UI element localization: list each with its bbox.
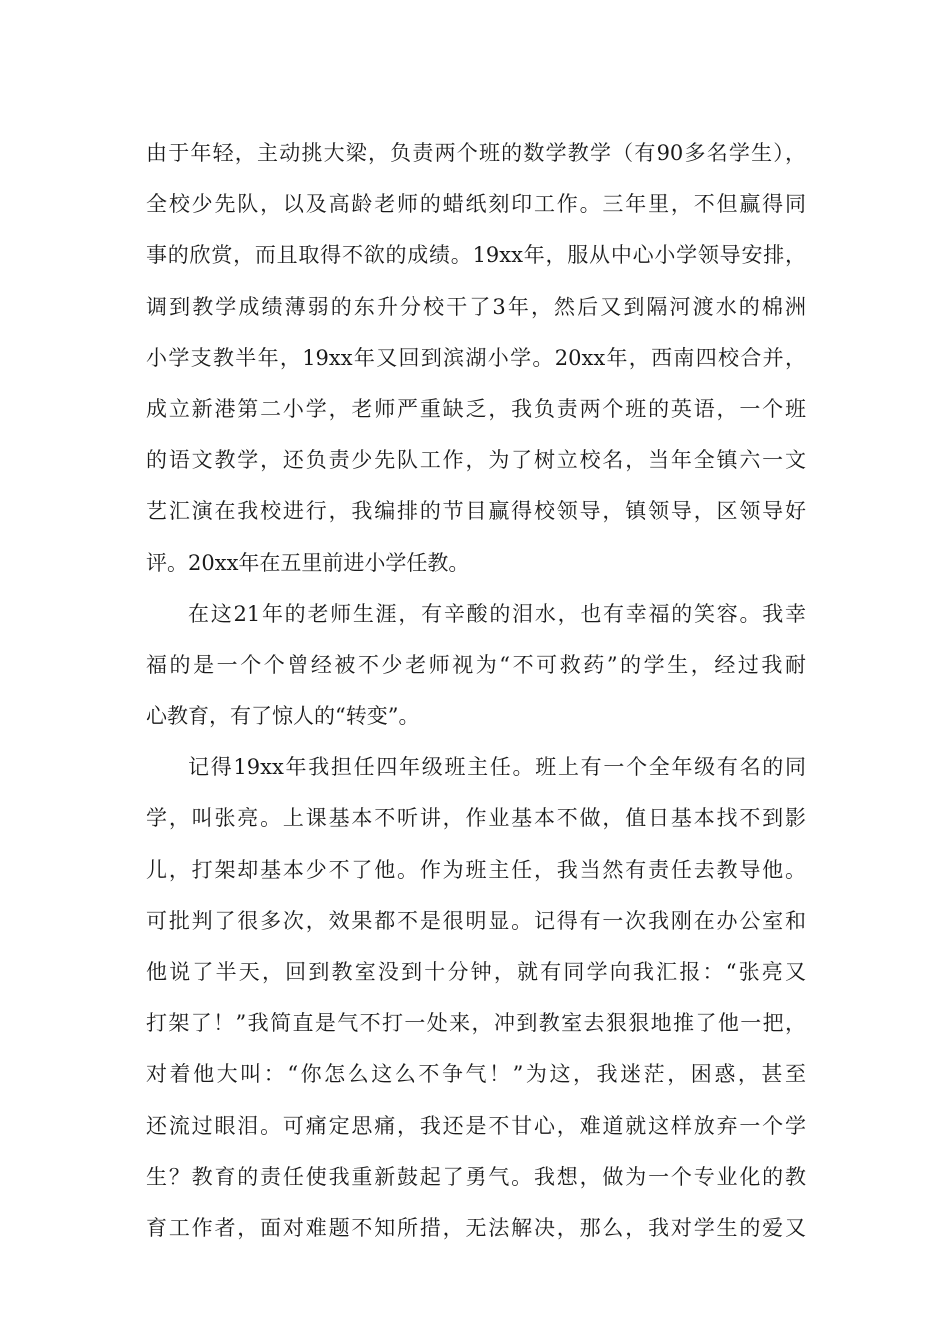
text-line: 事的欣赏，而且取得不欲的成绩。19xx年，服从中心小学领导安排， <box>146 243 806 268</box>
text-line: 生？教育的责任使我重新鼓起了勇气。我想，做为一个专业化的教 <box>146 1164 806 1189</box>
text-line: 记得19xx年我担任四年级班主任。班上有一个全年级有名的同 <box>188 755 806 780</box>
text-line: 小学支教半年，19xx年又回到滨湖小学。20xx年，西南四校合并， <box>146 345 806 370</box>
text-line: 学，叫张亮。上课基本不听讲，作业基本不做，值日基本找不到影 <box>146 806 806 831</box>
paragraph <box>146 128 806 589</box>
text-line: 在这21年的老师生涯，有辛酸的泪水，也有幸福的笑容。我幸 <box>188 601 806 626</box>
paragraph <box>146 589 806 743</box>
text-line: 评。20xx年在五里前进小学任教。 <box>146 550 470 575</box>
paragraph <box>146 742 806 1254</box>
text-line: 可批判了很多次，效果都不是很明显。记得有一次我刚在办公室和 <box>146 908 806 933</box>
text-line: 调到教学成绩薄弱的东升分校干了3年，然后又到隔河渡水的棉洲 <box>146 294 806 319</box>
text-line: 的语文教学，还负责少先队工作，为了树立校名，当年全镇六一文 <box>146 448 806 473</box>
text-line: 对着他大叫：“你怎么这么不争气！”为这，我迷茫，困惑，甚至 <box>146 1062 806 1087</box>
text-line: 全校少先队，以及高龄老师的蜡纸刻印工作。三年里，不但赢得同 <box>146 192 806 217</box>
text-line: 儿，打架却基本少不了他。作为班主任，我当然有责任去教导他。 <box>146 857 806 882</box>
text-line: 福的是一个个曾经被不少老师视为“不可救药”的学生，经过我耐 <box>146 652 806 677</box>
text-line: 心教育，有了惊人的“转变”。 <box>146 704 420 729</box>
text-line: 艺汇演在我校进行，我编排的节目赢得校领导，镇领导，区领导好 <box>146 499 806 524</box>
text-line: 由于年轻，主动挑大梁，负责两个班的数学教学（有90多名学生）， <box>146 141 806 165</box>
text-line: 还流过眼泪。可痛定思痛，我还是不甘心，难道就这样放弃一个学 <box>146 1113 806 1138</box>
text-line: 成立新港第二小学，老师严重缺乏，我负责两个班的英语，一个班 <box>146 396 806 421</box>
text-line: 打架了！”我简直是气不打一处来，冲到教室去狠狠地推了他一把， <box>146 1011 806 1036</box>
text-line: 育工作者，面对难题不知所措，无法解决，那么，我对学生的爱又 <box>146 1215 806 1240</box>
document-body <box>146 128 806 1254</box>
text-line: 他说了半天，回到教室没到十分钟，就有同学向我汇报：“张亮又 <box>146 960 806 984</box>
